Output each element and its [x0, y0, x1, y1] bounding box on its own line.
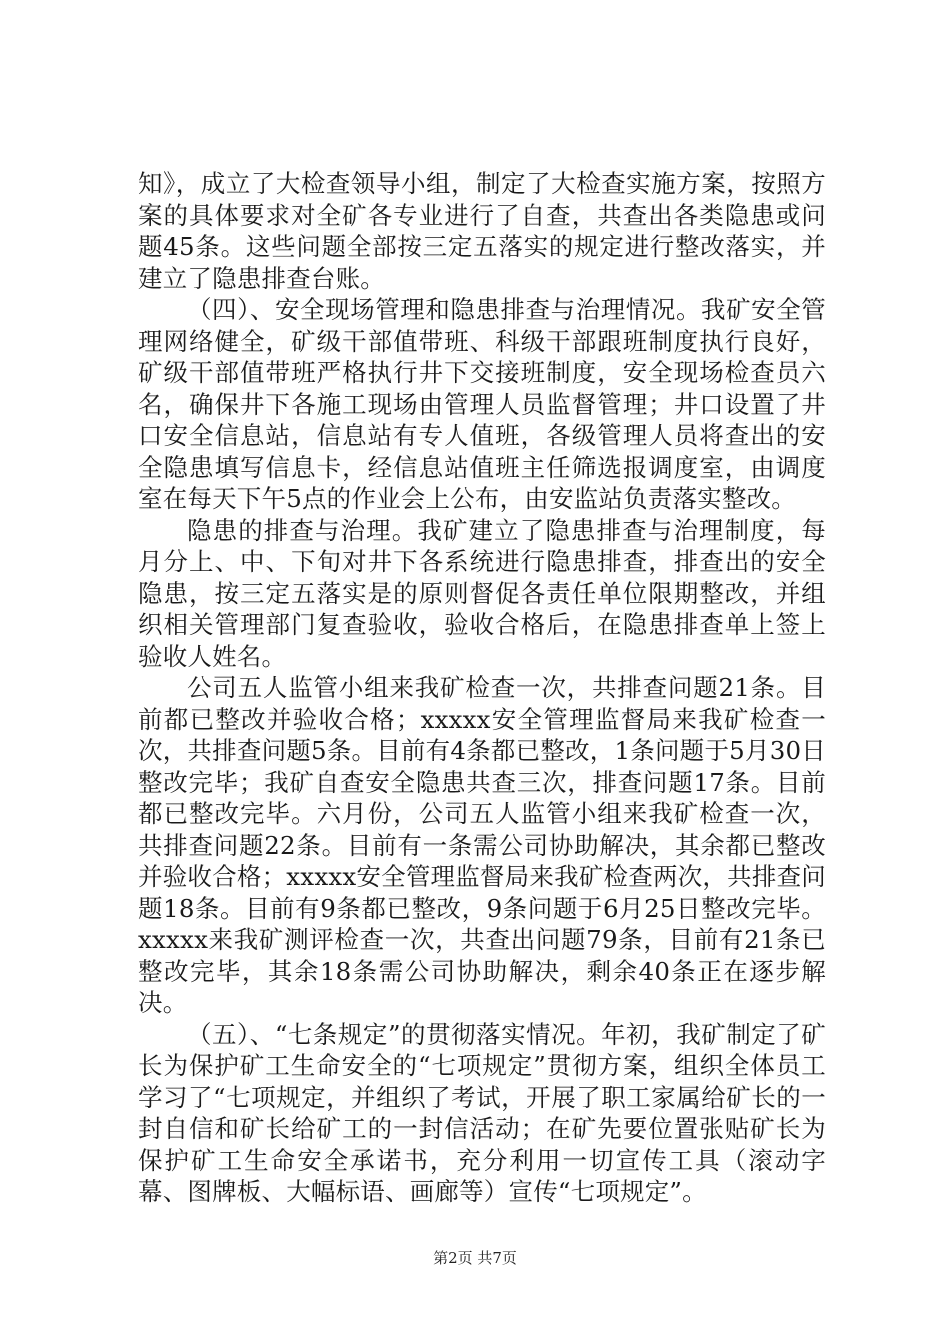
page-footer: 第2页 共7页 [433, 1249, 517, 1267]
paragraph-hazard-investigation: 隐患的排查与治理。我矿建立了隐患排查与治理制度，每月分上、中、下旬对井下各系统进行隐患排查，排查出的安全隐患，按三定五落实是的原则督促各责任单位限期整改，并组织相关管理部门复查验收，验收合格后，在隐患排查单上签上验收人姓名。 [138, 515, 826, 671]
paragraph-section-four: （四）、安全现场管理和隐患排查与治理情况。我矿安全管理网络健全，矿级干部值带班、科级干部跟班制度执行良好，矿级干部值带班严格执行井下交接班制度，安全现场检查员六名，确保井下各施工现场由管理人员监督管理；井口设置了井口安全信息站，信息站有专人值班，各级管理人员将查出的安全隐患填写信息卡，经信息站值班主任筛选报调度室，由调度室在每天下午5点的作业会上公布，由安监站负责落实整改。 [138, 295, 826, 513]
paragraph-inspection-results: 公司五人监管小组来我矿检查一次，共排查问题21条。目前都已整改并验收合格；xxxxx安全管理监督局来我矿检查一次，共排查问题5条。目前有4条都已整改，1条问题于5月30日整改完毕；我矿自查安全隐患共查三次，排查问题17条。目前都已整改完毕。六月份，公司五人监管小组来我矿检查一次，共排查问题22条。目前有一条需公司协助解决，其余都已整改并验收合格；xxxxx安全管理监督局来我矿检查两次，共排查问题18条。目前有9条都已整改，9条问题于6月25日整改完毕。xxxxx来我矿测评检查一次，共查出问题79条，目前有21条已整改完毕，其余18条需公司协助解决，剩余40条正在逐步解决。 [138, 673, 826, 1017]
paragraph-continuation: 知》，成立了大检查领导小组，制定了大检查实施方案，按照方案的具体要求对全矿各专业进行了自查，共查出各类隐患或问题45条。这些问题全部按三定五落实的规定进行整改落实，并建立了隐患排查台账。 [138, 169, 826, 293]
paragraph-section-five: （五）、“七条规定”的贯彻落实情况。年初，我矿制定了矿长为保护矿工生命安全的“七项规定”贯彻方案，组织全体员工学习了“七项规定，并组织了考试，开展了职工家属给矿长的一封自信和矿长给矿工的一封信活动；在矿先要位置张贴矿长为保护矿工生命安全承诺书，充分利用一切宣传工具（滚动字幕、图牌板、大幅标语、画廊等）宣传“七项规定”。 [138, 1019, 826, 1206]
document-body [138, 168, 826, 1208]
